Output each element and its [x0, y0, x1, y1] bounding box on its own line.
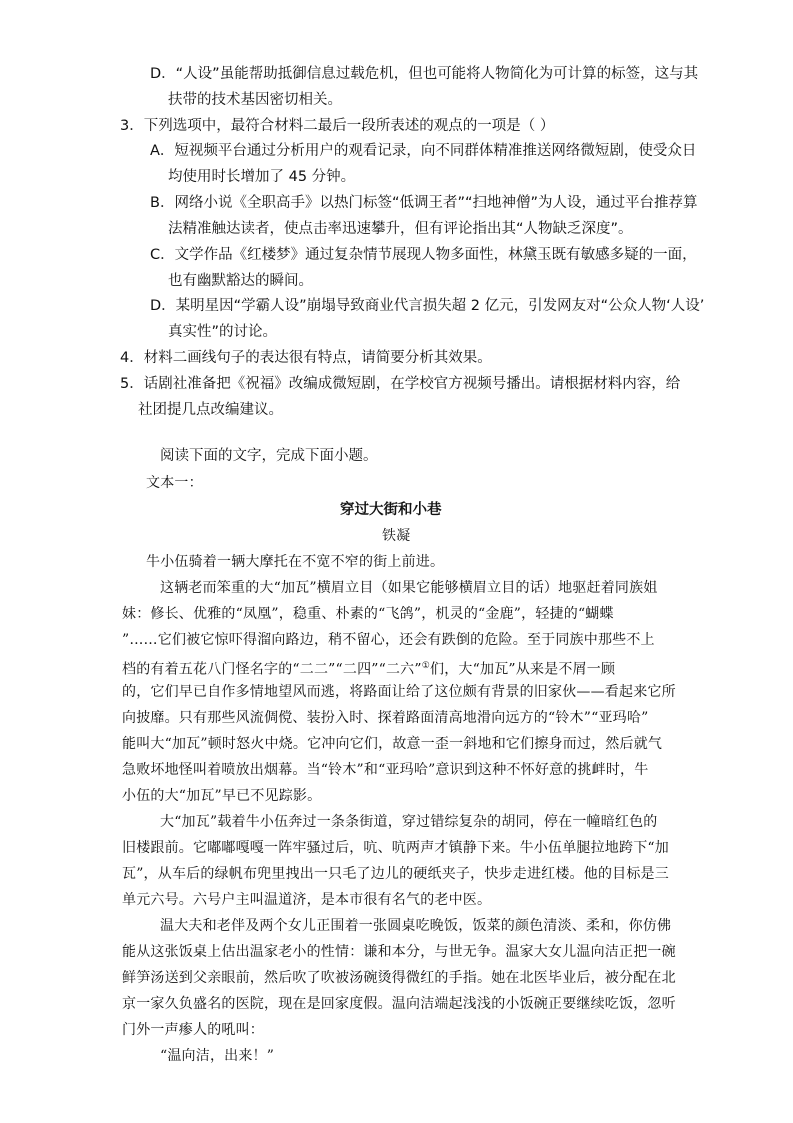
- body-line: 京一家久负盛名的医院，现在是回家度假。温向洁端起浅浅的小饭碗正要继续吃饭，忽听: [122, 996, 676, 1012]
- body-line: 门外一声瘆人的吼叫：: [122, 1022, 264, 1038]
- body-line: [122, 656, 615, 680]
- body-line: 大“加瓦”载着牛小伍奔过一条条街道，穿过错综复杂的胡同，停在一幢暗红色的: [160, 814, 658, 830]
- body-line-part: 们，大“加瓦”从来是不屑一顾: [430, 661, 616, 678]
- body-line: 小伍的大“加瓦”早已不见踪影。: [122, 788, 322, 804]
- q5-line2: 社团提几点改编建议。: [138, 402, 283, 418]
- body-line: 单元六号。六号户主叫温道济，是本市很有名气的老中医。: [122, 892, 492, 908]
- reading-intro: 阅读下面的文字，完成下面小题。: [160, 448, 378, 464]
- body-line: 温大夫和老伴及两个女儿正围着一张圆桌吃晚饭，饭菜的颜色清淡、柔和，你仿佛: [160, 918, 672, 934]
- article-author: 铁凝: [382, 528, 411, 544]
- body-line: 旧楼跟前。它嘟嘟嘎嘎一阵牢骚过后，吭、吭两声才镇静下来。牛小伍单腿拉地跨下“加: [122, 840, 669, 856]
- q3-option-a-line1: A．短视频平台通过分析用户的观看记录，向不同群体精准推送网络微短剧，使受众日: [150, 143, 697, 159]
- body-line-part: 档的有着五花八门怪名字的“二二”“二四”“二六”: [122, 661, 422, 678]
- text-label: 文本一：: [146, 475, 203, 491]
- q5-line1: 5．话剧社准备把《祝福》改编成微短剧，在学校官方视频号播出。请根据材料内容，给: [120, 376, 681, 392]
- q3-option-c-line2: 也有幽默豁达的瞬间。: [168, 273, 313, 289]
- q3-stem: 3．下列选项中，最符合材料二最后一段所表述的观点的一项是（ ）: [120, 118, 555, 134]
- body-line: 妹：修长、优雅的“凤凰”，稳重、朴素的“飞鸽”，机灵的“金鹿”，轻捷的“蝴蝶: [122, 606, 614, 622]
- body-line: 向披靡。只有那些风流倜傥、装扮入时、探着路面清高地滑向远方的“铃木”“亚玛哈”: [122, 710, 649, 726]
- body-line: 急败坏地怪叫着喷放出烟幕。当“铃木”和“亚玛哈”意识到这种不怀好意的挑衅时，牛: [122, 762, 649, 778]
- body-line: ”……它们被它惊吓得溜向路边，稍不留心，还会有跌倒的危险。至于同族中那些不上: [122, 632, 655, 648]
- body-line: 这辆老而笨重的大“加瓦”横眉立目（如果它能够横眉立目的话）地驱赶着同族姐: [160, 580, 658, 596]
- body-line: “温向洁，出来！”: [160, 1048, 275, 1064]
- body-line: 鲜笋汤送到父亲眼前，然后吹了吹被汤碗烫得微红的手指。她在北医毕业后，被分配在北: [122, 970, 676, 986]
- q2-option-d-line2: 扶带的技术基因密切相关。: [168, 92, 342, 108]
- body-line: 的，它们早已自作多情地望风而逃，将路面让给了这位颇有背景的旧家伙——看起来它所: [122, 684, 676, 700]
- q3-option-c-line1: C．文学作品《红楼梦》通过复杂情节展现人物多面性，林黛玉既有敏感多疑的一面，: [150, 247, 697, 263]
- q3-option-a-line2: 均使用时长增加了 45 分钟。: [168, 169, 356, 185]
- q3-option-d-line1: D．某明星因“学霸人设”崩塌导致商业代言损失超 2 亿元，引发网友对“公众人物‘人设’: [150, 298, 705, 314]
- footnote-mark: ①: [421, 661, 431, 671]
- q3-option-d-line2: 真实性”的讨论。: [168, 324, 278, 340]
- body-line: 牛小伍骑着一辆大摩托在不宽不窄的街上前进。: [146, 554, 445, 570]
- q4: 4．材料二画线句子的表达很有特点，请简要分析其效果。: [120, 350, 492, 366]
- body-line: 能叫大“加瓦”顿时怒火中烧。它冲向它们，故意一歪一斜地和它们擦身而过，然后就气: [122, 736, 663, 752]
- article-title: 穿过大街和小巷: [340, 501, 442, 518]
- q3-option-b-line1: B．网络小说《全职高手》以热门标签“低调王者”“扫地神僧”为人设，通过平台推荐算: [150, 195, 698, 211]
- q2-option-d-line1: D．“人设”虽能帮助抵御信息过载危机，但也可能将人物简化为可计算的标签，这与其: [150, 66, 699, 82]
- body-line: 能从这张饭桌上估出温家老小的性情：谦和本分，与世无争。温家大女儿温向洁正把一碗: [122, 944, 676, 960]
- q3-option-b-line2: 法精准触达读者，使点击率迅速攀升，但有评论指出其“人物缺乏深度”。: [168, 221, 633, 237]
- body-line: 瓦”，从车后的绿帆布兜里拽出一只毛了边儿的硬纸夹子，快步走进红楼。他的目标是三: [122, 866, 669, 882]
